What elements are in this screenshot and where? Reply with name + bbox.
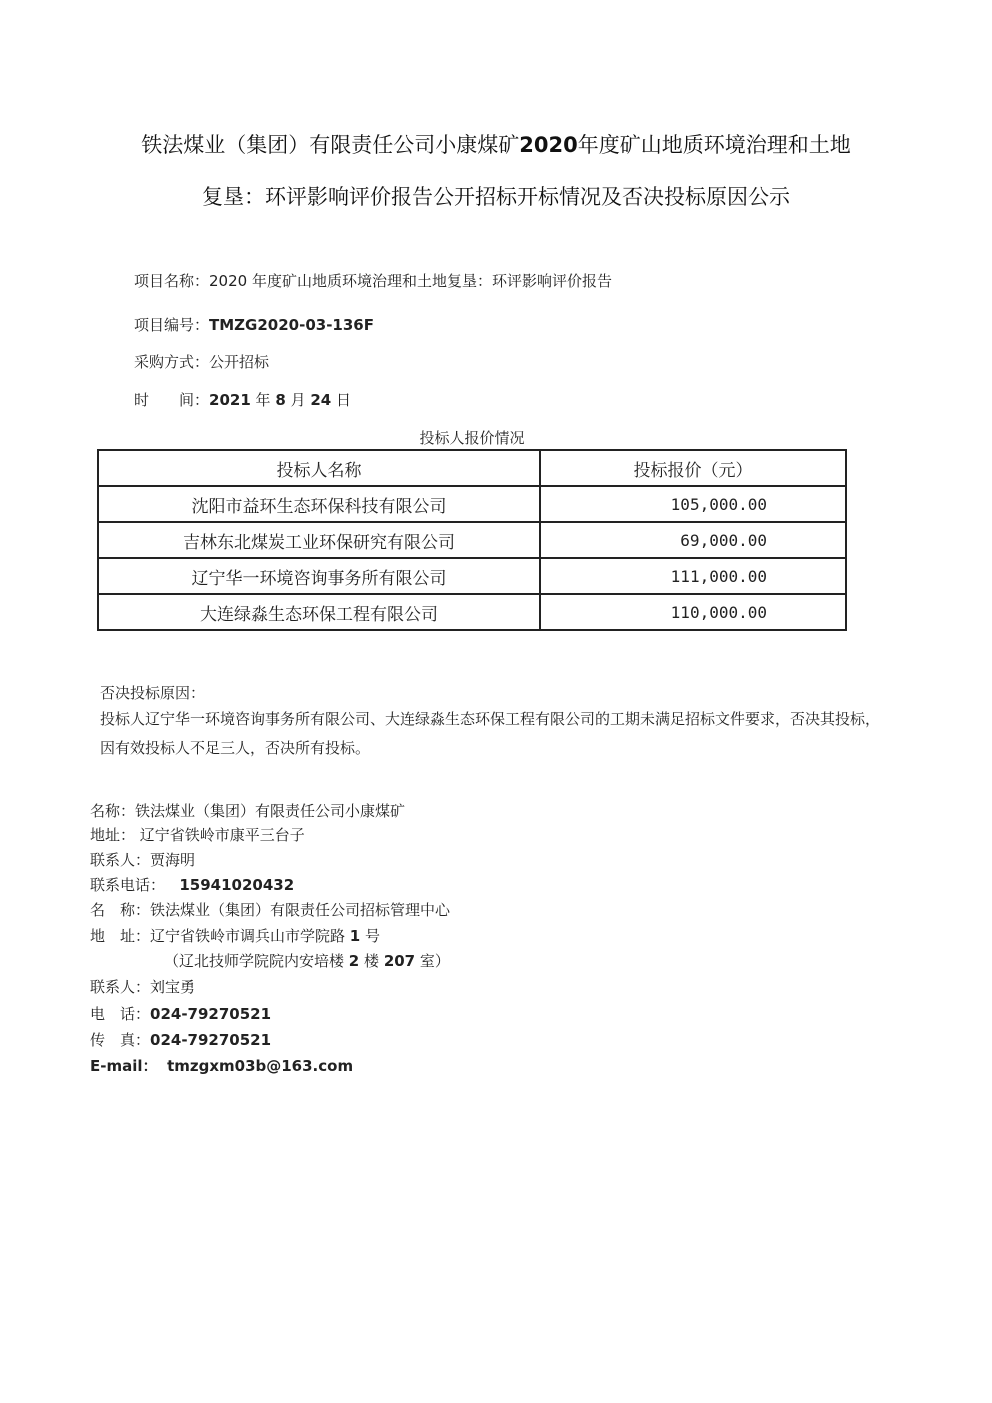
bidder-name: 辽宁华一环境咨询事务所有限公司 [98,558,540,594]
bid-price-header: 投标报价（元） [540,450,846,486]
table-row [98,522,846,558]
bidder-name: 吉林东北煤炭工业环保研究有限公司 [98,522,540,558]
procurement-method-row [134,351,269,372]
buyer-name: 名称：铁法煤业（集团）有限责任公司小康煤矿 [90,802,406,820]
agent-name: 名 称：铁法煤业（集团）有限责任公司招标管理中心 [90,901,451,919]
bid-price: 110,000.00 [540,594,846,630]
bid-price: 69,000.00 [540,522,846,558]
bidder-name-header: 投标人名称 [98,450,540,486]
title-line1-post: 年度矿山地质环境治理和土地 [577,133,851,157]
agent-address-label: 地 址：辽宁省铁岭市调兵山市学院路 [90,927,346,945]
agent-fax-label: 传 真： [90,1031,151,1049]
document-title-line1 [60,116,932,174]
agent-address2-post: 室） [419,952,450,970]
table-row [98,486,846,522]
bidder-name: 大连绿淼生态环保工程有限公司 [98,594,540,630]
procurement-method-label: 采购方式： [134,353,210,371]
title-line2: 复垦：环评影响评价报告公开招标开标情况及否决投标原因公示 [202,185,790,209]
agent-address-line2 [164,950,450,971]
agent-email: tmzgxm03b@163.com [167,1057,354,1075]
document-title-line2 [60,168,932,226]
agent-phone: 024-79270521 [150,1005,272,1023]
bid-table-header-row [98,450,846,486]
agent-fax: 024-79270521 [150,1031,272,1049]
date-month: 8 [275,391,286,409]
rejection-reason-text: 投标人辽宁华一环境咨询事务所有限公司、大连绿淼生态环保工程有限公司的工期未满足招标文件要求，否决其投标，因有效投标人不足三人，否决所有投标。 [100,710,881,757]
bidder-name: 沈阳市益环生态环保科技有限公司 [98,486,540,522]
agent-address2-pre: （辽北技师学院院内安培楼 [164,952,345,970]
agent-phone-label: 电 话： [90,1005,151,1023]
bid-table [97,449,847,631]
bid-price: 105,000.00 [540,486,846,522]
agent-address-row [90,925,380,946]
buyer-address: 地址： 辽宁省铁岭市康平三台子 [90,826,305,844]
bid-price: 111,000.00 [540,558,846,594]
date-row [134,389,351,410]
table-row [98,558,846,594]
procurement-method-value: 公开招标 [209,353,270,371]
date-label: 时 间： [134,391,210,409]
project-name-row [134,270,612,291]
date-month-unit: 月 [290,391,306,409]
agent-email-row [90,1055,353,1076]
project-name-label: 项目名称： [134,272,210,290]
project-code-value: TMZG2020-03-136F [209,316,374,334]
date-year: 2021 [209,391,251,409]
agent-email-label: E-mail： [90,1057,158,1075]
project-name-value: 2020 年度矿山地质环境治理和土地复垦：环评影响评价报告 [209,272,612,290]
title-year: 2020 [519,133,578,157]
agent-contact-person: 联系人：刘宝勇 [90,978,196,996]
agent-address2-mid: 楼 [364,952,380,970]
agent-address2-room: 207 [383,952,416,970]
rejection-reason-label: 否决投标原因： [100,684,206,702]
date-day-unit: 日 [336,391,352,409]
agent-phone-row [90,1003,271,1024]
table-row [98,594,846,630]
date-year-unit: 年 [255,391,271,409]
agent-fax-row [90,1029,271,1050]
title-line1-pre: 铁法煤业（集团）有限责任公司小康煤矿 [141,133,520,157]
agent-address2-building: 2 [348,952,360,970]
buyer-phone: 15941020432 [179,876,295,894]
project-code-row [134,314,374,335]
agent-address-num: 1 [349,927,361,945]
date-day: 24 [310,391,332,409]
project-code-label: 项目编号： [134,316,210,334]
agent-address-unit: 号 [365,927,381,945]
buyer-phone-label: 联系电话： [90,876,166,894]
buyer-phone-row [90,874,294,895]
bid-table-caption: 投标人报价情况 [419,429,525,447]
buyer-contact-person: 联系人：贾海明 [90,851,196,869]
